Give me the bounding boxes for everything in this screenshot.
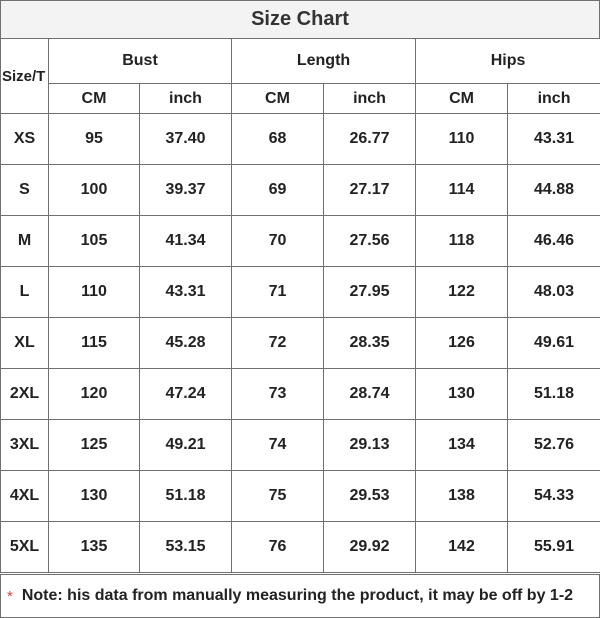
unit-header-length-cm: CM <box>232 84 324 114</box>
measurement-cell: 47.24 <box>140 369 232 420</box>
measurement-cell: 27.17 <box>324 165 416 216</box>
table-row <box>1 318 600 369</box>
measurement-cell: 53.15 <box>140 522 232 573</box>
measurement-cell: 95 <box>49 114 140 165</box>
measurement-cell: 48.03 <box>508 267 600 318</box>
measurement-cell: 118 <box>416 216 508 267</box>
measurement-cell: 120 <box>49 369 140 420</box>
measurement-cell: 27.95 <box>324 267 416 318</box>
measurement-cell: 29.92 <box>324 522 416 573</box>
measurement-cell: 46.46 <box>508 216 600 267</box>
size-label-cell: S <box>1 165 49 216</box>
measurement-cell: 37.40 <box>140 114 232 165</box>
measurement-cell: 100 <box>49 165 140 216</box>
measurement-cell: 142 <box>416 522 508 573</box>
note-text: Note: his data from manually measuring the product, it may be off by 1-2 <box>21 587 574 604</box>
note-asterisk: * <box>7 587 13 605</box>
group-header-bust: Bust <box>49 39 232 84</box>
measurement-cell: 130 <box>49 471 140 522</box>
table-row <box>1 471 600 522</box>
table-body <box>1 114 600 573</box>
measurement-cell: 138 <box>416 471 508 522</box>
measurement-cell: 72 <box>232 318 324 369</box>
measurement-cell: 126 <box>416 318 508 369</box>
measurement-cell: 71 <box>232 267 324 318</box>
size-label-cell: 4XL <box>1 471 49 522</box>
table-row <box>1 165 600 216</box>
measurement-cell: 75 <box>232 471 324 522</box>
measurement-cell: 41.34 <box>140 216 232 267</box>
size-label-cell: 3XL <box>1 420 49 471</box>
size-label-cell: XS <box>1 114 49 165</box>
measurement-cell: 105 <box>49 216 140 267</box>
measurement-cell: 43.31 <box>508 114 600 165</box>
measurement-cell: 69 <box>232 165 324 216</box>
unit-header-bust-inch: inch <box>140 84 232 114</box>
size-label-cell: 2XL <box>1 369 49 420</box>
measurement-cell: 68 <box>232 114 324 165</box>
unit-header-hips-cm: CM <box>416 84 508 114</box>
size-label-cell: L <box>1 267 49 318</box>
measurement-cell: 122 <box>416 267 508 318</box>
measurement-cell: 51.18 <box>508 369 600 420</box>
measurement-cell: 28.74 <box>324 369 416 420</box>
group-header-row <box>1 39 600 84</box>
measurement-cell: 44.88 <box>508 165 600 216</box>
size-table <box>0 38 600 573</box>
measurement-cell: 130 <box>416 369 508 420</box>
measurement-cell: 135 <box>49 522 140 573</box>
table-row <box>1 114 600 165</box>
unit-header-length-inch: inch <box>324 84 416 114</box>
unit-header-bust-cm: CM <box>49 84 140 114</box>
measurement-cell: 49.21 <box>140 420 232 471</box>
measurement-cell: 26.77 <box>324 114 416 165</box>
measurement-cell: 45.28 <box>140 318 232 369</box>
size-label-cell: 5XL <box>1 522 49 573</box>
measurement-cell: 76 <box>232 522 324 573</box>
measurement-cell: 110 <box>49 267 140 318</box>
measurement-cell: 52.76 <box>508 420 600 471</box>
measurement-cell: 55.91 <box>508 522 600 573</box>
table-row <box>1 369 600 420</box>
measurement-cell: 74 <box>232 420 324 471</box>
measurement-cell: 39.37 <box>140 165 232 216</box>
table-row <box>1 267 600 318</box>
group-header-hips: Hips <box>416 39 600 84</box>
measurement-cell: 110 <box>416 114 508 165</box>
group-header-length: Length <box>232 39 416 84</box>
measurement-note <box>0 574 600 618</box>
table-row <box>1 216 600 267</box>
chart-title: Size Chart <box>0 0 600 39</box>
measurement-cell: 28.35 <box>324 318 416 369</box>
measurement-cell: 134 <box>416 420 508 471</box>
measurement-cell: 70 <box>232 216 324 267</box>
measurement-cell: 125 <box>49 420 140 471</box>
measurement-cell: 49.61 <box>508 318 600 369</box>
unit-header-hips-inch: inch <box>508 84 600 114</box>
measurement-cell: 54.33 <box>508 471 600 522</box>
measurement-cell: 43.31 <box>140 267 232 318</box>
unit-header-row <box>1 84 600 114</box>
measurement-cell: 73 <box>232 369 324 420</box>
measurement-cell: 114 <box>416 165 508 216</box>
measurement-cell: 29.53 <box>324 471 416 522</box>
size-column-header: Size/T <box>1 39 49 114</box>
measurement-cell: 115 <box>49 318 140 369</box>
table-row <box>1 420 600 471</box>
measurement-cell: 29.13 <box>324 420 416 471</box>
measurement-cell: 51.18 <box>140 471 232 522</box>
size-label-cell: XL <box>1 318 49 369</box>
size-label-cell: M <box>1 216 49 267</box>
measurement-cell: 27.56 <box>324 216 416 267</box>
table-row <box>1 522 600 573</box>
